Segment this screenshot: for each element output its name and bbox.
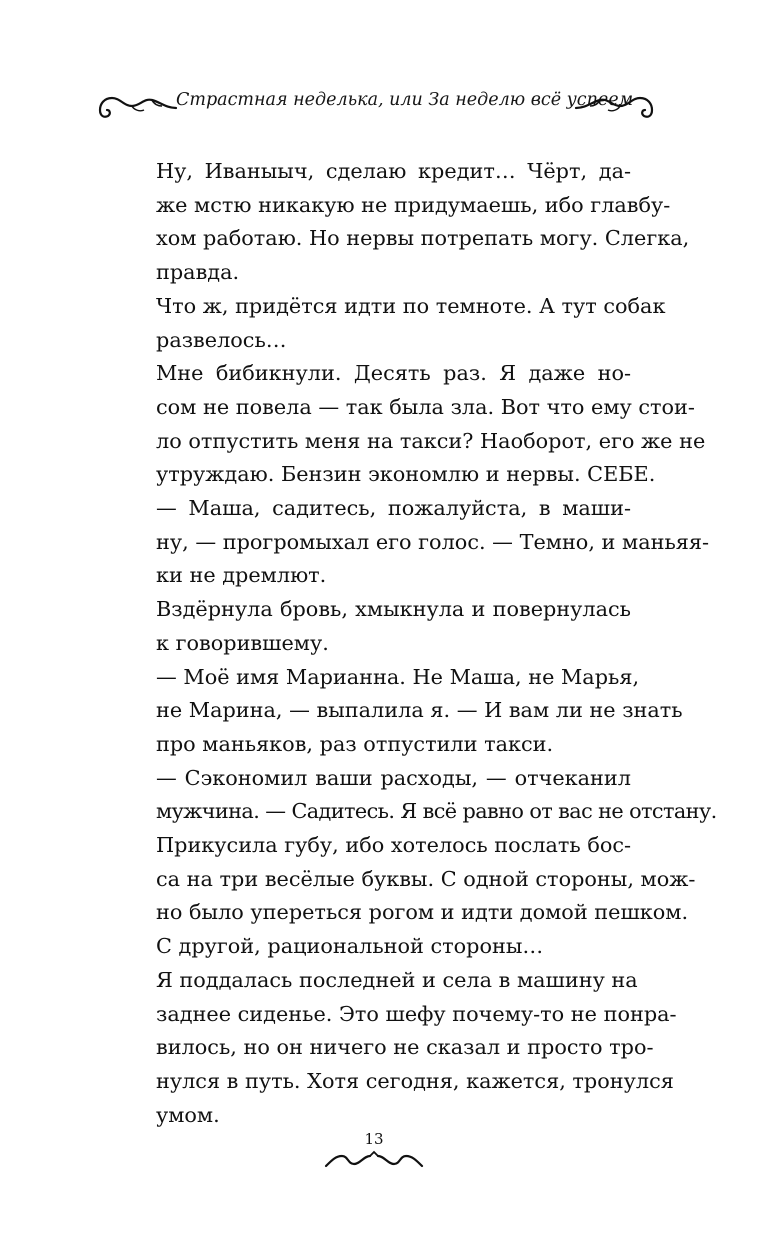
header-title: Страстная неделька, или За неделю всё успеем xyxy=(176,90,634,110)
text-line: Мне бибикнули. Десять раз. Я даже но- xyxy=(156,361,631,386)
text-line: мужчина. — Садитесь. Я всё равно от вас не отстану. xyxy=(156,799,717,824)
text-line: вилось, но он ничего не сказал и просто тро- xyxy=(156,1035,654,1060)
paragraph-5 xyxy=(118,593,631,660)
paragraph-4 xyxy=(118,492,710,593)
footer-ornament xyxy=(322,1150,426,1172)
text-line: нулся в путь. Хотя сегодня, кажется, тронулся xyxy=(156,1068,674,1093)
text-line: Вздёрнула бровь, хмыкнула и повернулась xyxy=(156,597,631,622)
paragraph-9 xyxy=(118,964,677,1133)
text-line: ну, — прогромыхал его голос. — Темно, и маньяя- xyxy=(156,529,710,554)
text-line: Прикусила губу, ибо хотелось послать бос- xyxy=(156,833,632,858)
text-line: не Марина, — выпалила я. — И вам ли не знать xyxy=(156,698,683,723)
page-number: 13 xyxy=(364,1130,384,1148)
text-line: утруждаю. Бензин экономлю и нервы. СЕБЕ. xyxy=(156,462,656,487)
text-line: Что ж, придётся идти по темноте. А тут собак xyxy=(156,293,666,318)
paragraph-8 xyxy=(118,829,696,964)
text-line: но было упереться рогом и идти домой пешком. xyxy=(156,900,689,925)
text-line: правда. xyxy=(156,260,240,285)
text-line: же мстю никакую не придумаешь, ибо главбу- xyxy=(156,192,671,217)
text-line: умом. xyxy=(156,1102,220,1127)
text-line: развелось… xyxy=(156,327,287,352)
text-line: С другой, рациональной стороны… xyxy=(156,934,544,959)
running-header xyxy=(96,86,656,134)
text-line: Ну, Иваныыч, сделаю кредит… Чёрт, да- xyxy=(156,159,631,183)
text-line: хом работаю. Но нервы потрепать могу. Слегка, xyxy=(156,226,690,251)
paragraph-6 xyxy=(118,661,683,762)
right-flourish-ornament xyxy=(574,86,656,134)
paragraph-3 xyxy=(118,357,706,492)
paragraph-2 xyxy=(118,290,666,357)
text-line: — Сэкономил ваши расходы, — отчеканил xyxy=(156,765,631,790)
text-line: Я поддалась последней и села в машину на xyxy=(156,967,638,992)
body-text xyxy=(118,155,717,1132)
text-line: сом не повела — так была зла. Вот что ему стои- xyxy=(156,394,695,419)
paragraph-1 xyxy=(118,155,690,290)
paragraph-7 xyxy=(118,762,717,829)
text-line: — Маша, садитесь, пожалуйста, в маши- xyxy=(156,496,631,521)
text-line: заднее сиденье. Это шефу почему-то не понра- xyxy=(156,1001,677,1026)
text-line: ло отпустить меня на такси? Наоборот, его же не xyxy=(156,428,706,453)
text-line: са на три весёлые буквы. С одной стороны, мож- xyxy=(156,866,696,891)
text-line: — Моё имя Марианна. Не Маша, не Марья, xyxy=(156,664,640,689)
text-line: к говорившему. xyxy=(156,630,329,655)
text-line: ки не дремлют. xyxy=(156,563,327,588)
left-flourish-ornament xyxy=(96,86,178,134)
text-line: про маньяков, раз отпустили такси. xyxy=(156,731,554,756)
